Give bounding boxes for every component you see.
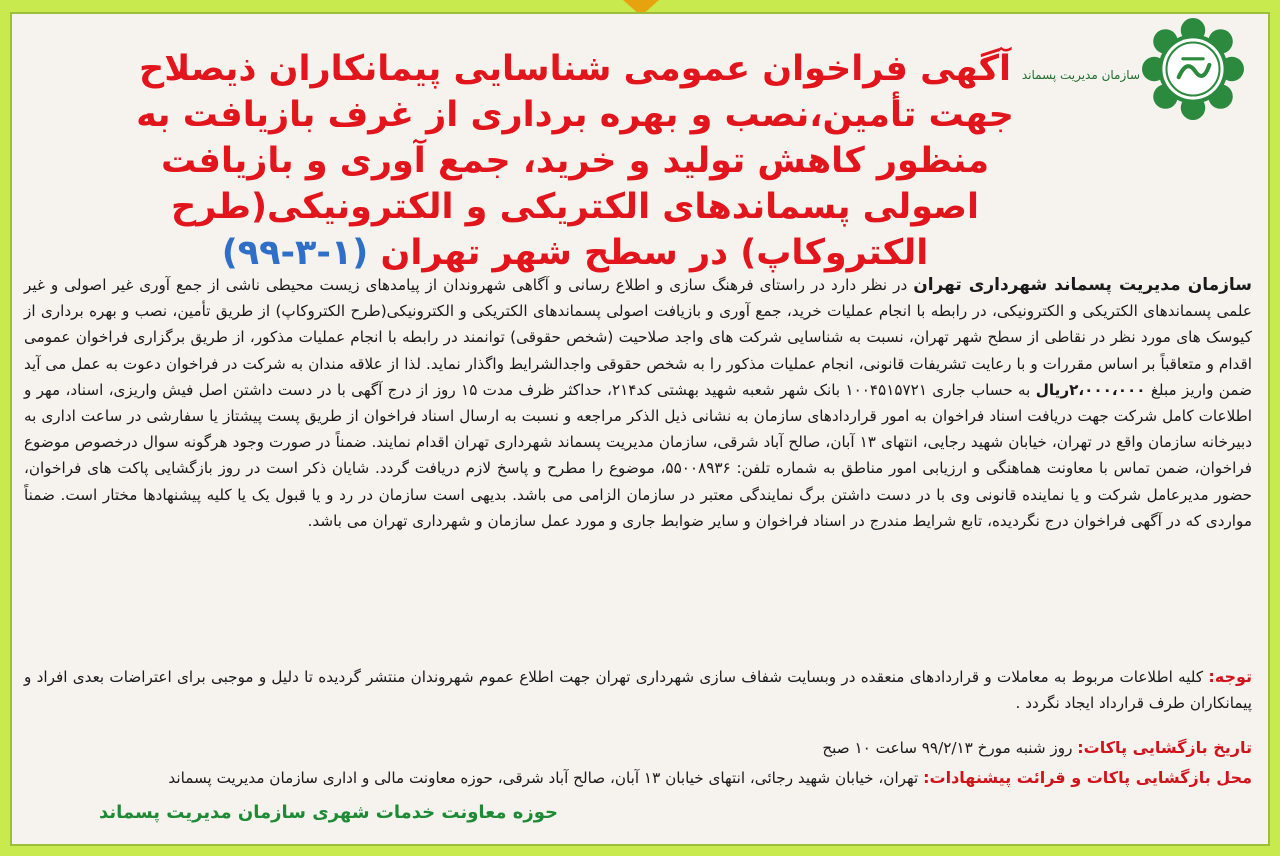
org-tag: سازمان مدیریت پسماند — [1021, 68, 1140, 82]
title-text: آگهی فراخوان عمومی شناسایی پیمانکاران ذیصلاح جهت تأمین،نصب و بهره برداری از غرف بازیافت به منظور کاهش تولید و خرید، جمع آوری و بازیافت اصولی پسماندهای الکتریکی و الکترونیکی(طرح الکتروکاپ) در سطح شهر تهران — [136, 49, 1014, 273]
deposit-amount: ۲،۰۰۰،۰۰۰ریال — [1035, 380, 1146, 399]
opening-place-row — [24, 766, 1252, 790]
note-text: کلیه اطلاعات مربوط به معاملات و قراردادهای منعقده در وبسایت شفاف سازی شهرداری تهران جهت اطلاع عموم شهروندان منتشر گردیده تا دلیل و موجبی برای اعتراضات بعدی افراد و پیمانکاران طرف قرارداد ایجاد نگردد . — [24, 668, 1252, 712]
body-part-2: به حساب جاری ۱۰۰۴۵۱۵۷۲۱ بانک شهر شعبه شهید بهشتی کد۲۱۴، حداکثر ظرف مدت ۱۵ روز از درج آگهی با در دست داشتن اصل فیش واریزی، اسناد، مهر و اطلاعات کامل شرکت جهت دریافت اسناد فراخوان به امور قراردادهای سازمان به نشانی ذیل الذکر مراجعه و نسبت به ارسال اسناد فراخوان از طریق پست پیشتاز یا سفارشی در ساعت اداری به دبیرخانه سازمان واقع در تهران، خیابان شهید رجایی، انتهای ۱۳ آبان، صالح آباد شرقی، سازمان مدیریت پسماند شهرداری تهران اقدام نمایند. ضمناً در صورت وجود هرگونه سوال درخصوص موضوع فراخوان، ضمن تماس با معاونت هماهنگی و ارزیابی امور مناطق به شماره تلفن: ۵۵۰۰۸۹۳۶، موضوع را مطرح و پاسخ لازم دریافت گردد. شایان ذکر است در روز بازگشایی پاکت های فراخوان، حضور مدیرعامل شرکت و یا نماینده قانونی وی با در دست داشتن برگ نمایندگی معتبر در سازمان الزامی می باشد. بدیهی است سازمان در رد و یا قبول یک یا کلیه پیشنهادها مختار است. ضمناً مواردی که در آگهی فراخوان درج نگردیده، تابع شرایط مندرج در اسناد فراخوان و سایر ضوابط جاری و مورد عمل سازمان و شهرداری تهران می باشد. — [24, 380, 1252, 530]
note-section — [24, 664, 1252, 716]
opening-date-value: روز شنبه مورخ ۹۹/۲/۱۳ ساعت ۱۰ صبح — [822, 739, 1073, 757]
opening-place-label: محل بازگشایی پاکات و قرائت پیشنهادات: — [923, 768, 1252, 787]
title-code: (۱-۳-۹۹) — [221, 233, 369, 273]
announcement-body — [24, 272, 1252, 534]
body-part-1: در نظر دارد در راستای فرهنگ سازی و اطلاع رسانی و آگاهی شهروندان از پیامدهای زیست محیطی ناشی از جمع آوری غیر اصولی و غیر علمی پسماندهای الکتریکی و الکترونیکی، در رابطه با انجام عملیات خرید، جمع آوری و بازیافت اصولی پسماندهای الکتریکی و الکترونیکی(طرح الکتروکاپ) از طریق تأمین، نصب و بهره برداری از کیوسک های مورد نظر در نقاطی از سطح شهر تهران، نسبت به شناسایی شرکت های واجد صلاحیت (شخص حقوقی) توانمند در رابطه با انجام عملیات مذکور، از طریق برگزاری فراخوان عمومی اقدام و متعاقباً بر اساس مقررات و با رعایت تشریفات قانونی، انجام عملیات مذکور را به شخص حقوقی واجدالشرایط واگذار نماید. لذا از علاقه مندان به شرکت در فراخوان دعوت به عمل می آید ضمن واریز مبلغ — [24, 276, 1253, 399]
note-label: توجه: — [1208, 667, 1253, 686]
opening-date-label: تاریخ بازگشایی پاکات: — [1077, 738, 1252, 757]
announcement-title — [120, 46, 1030, 276]
tehran-municipality-logo-icon — [1142, 18, 1244, 120]
opening-date-row — [24, 736, 1252, 760]
opening-place-value: تهران، خیابان شهید رجائی، انتهای خیابان ۱۳ آبان، صالح آباد شرقی، حوزه معاونت مالی و اداری سازمان مدیریت پسماند — [168, 769, 919, 787]
org-name: سازمان مدیریت پسماند شهرداری تهران — [913, 275, 1253, 295]
footer-signature: حوزه معاونت خدمات شهری سازمان مدیریت پسماند — [98, 802, 558, 823]
